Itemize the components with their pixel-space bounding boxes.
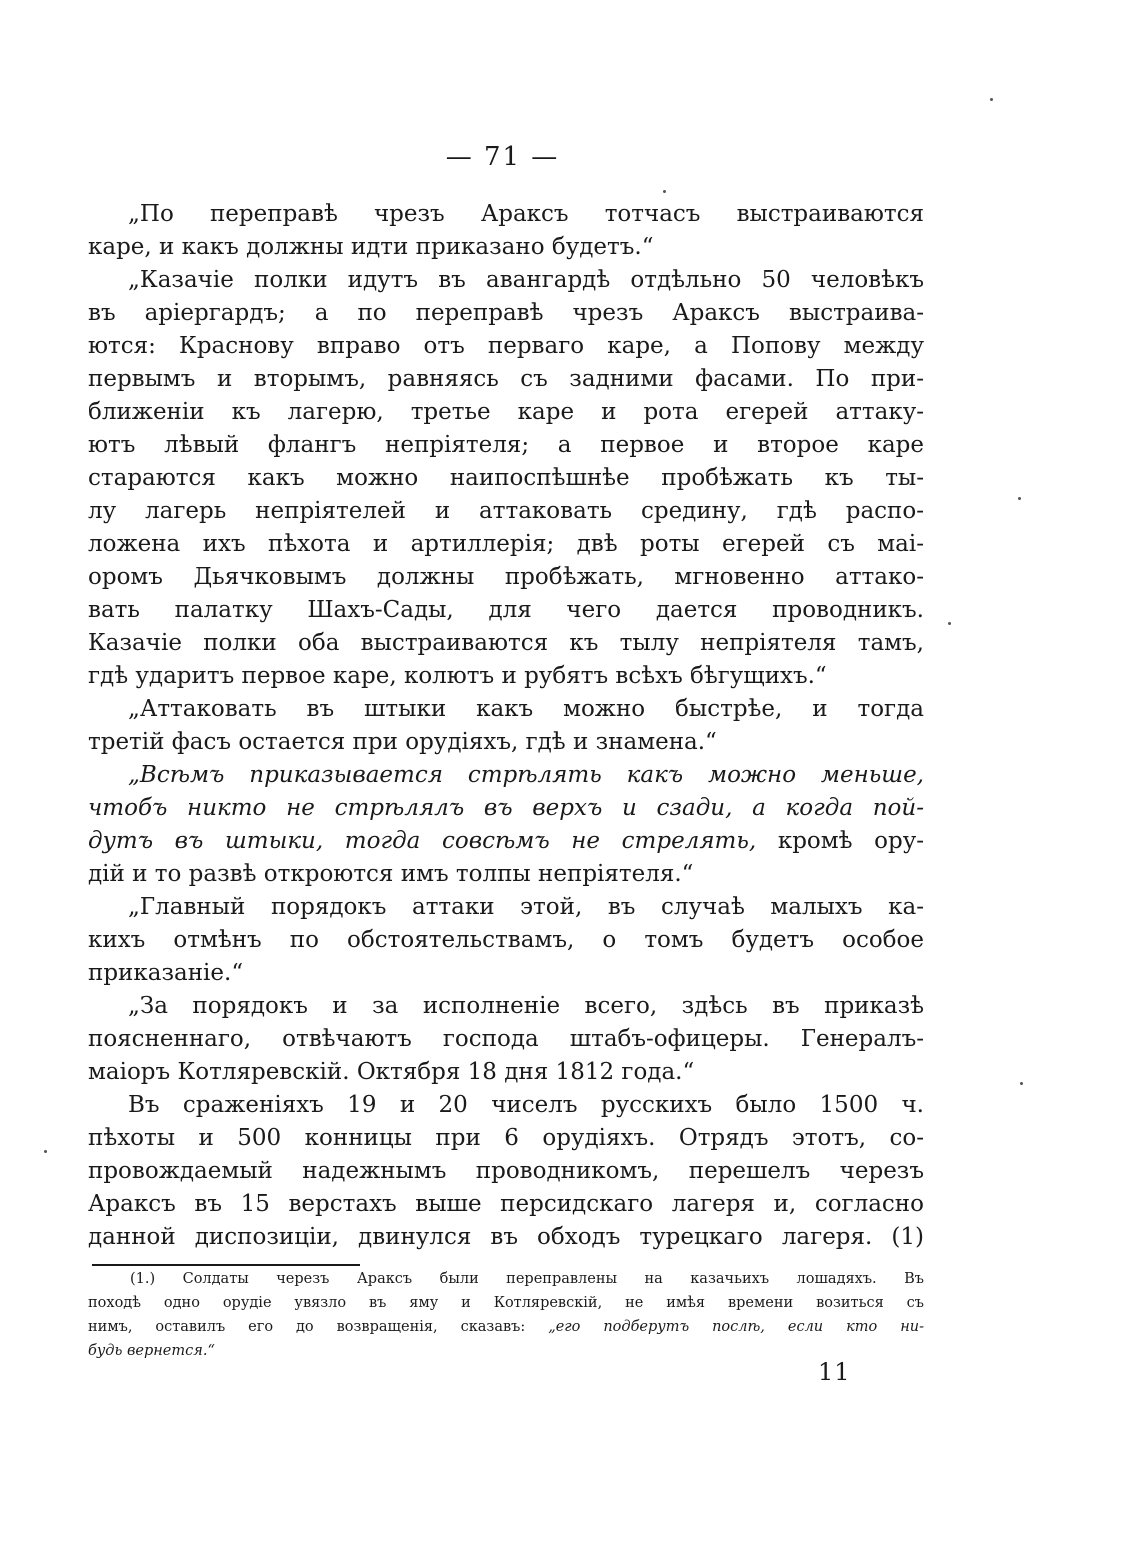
text-line: первымъ и вторымъ, равняясь съ задними фасами. По при- xyxy=(88,366,924,392)
normal-segment: кромѣ ору- xyxy=(777,828,925,854)
footnote-line: походѣ одно орудіе увязло въ яму и Котляревскій, не имѣя времени возиться съ xyxy=(88,1295,924,1311)
italic-text-line: „Всѣмъ приказывается стрѣлять какъ можно меньше, xyxy=(128,762,924,788)
paragraph-6 xyxy=(88,990,924,1089)
paragraph-2 xyxy=(88,264,924,693)
body-text xyxy=(88,198,924,1254)
text-line: данной диспозиціи, двинулся въ обходъ турецкаго лагеря. (1) xyxy=(88,1224,924,1250)
text-line: Въ сраженіяхъ 19 и 20 чиселъ русскихъ было 1500 ч. xyxy=(128,1092,924,1118)
footnote-normal-segment: нимъ, оставилъ его до возвращенія, сказавъ: xyxy=(88,1319,526,1335)
text-line: ютъ лѣвый флангъ непріятеля; а первое и второе каре xyxy=(88,432,924,458)
text-line: дій и то развѣ откроются имъ толпы непріятеля.“ xyxy=(88,861,694,887)
text-line: ближеніи къ лагерю, третье каре и рота егерей аттаку- xyxy=(88,399,924,425)
text-line: „Аттаковать въ штыки какъ можно быстрѣе, и тогда xyxy=(128,696,924,722)
text-line: „По переправѣ чрезъ Араксъ тотчасъ выстраиваются xyxy=(128,201,924,227)
text-line: Казачіе полки оба выстраиваются къ тылу непріятеля тамъ, xyxy=(88,630,924,656)
text-line: поясненнаго, отвѣчаютъ господа штабъ-офицеры. Генералъ- xyxy=(88,1026,924,1052)
scan-speck xyxy=(663,190,666,193)
text-line: кихъ отмѣнъ по обстоятельствамъ, о томъ будетъ особое xyxy=(88,927,924,953)
text-line: провождаемый надежнымъ проводникомъ, перешелъ черезъ xyxy=(88,1158,924,1184)
text-line: приказаніе.“ xyxy=(88,960,244,986)
paragraph-3 xyxy=(88,693,924,759)
scan-speck xyxy=(44,1150,47,1153)
text-line: гдѣ ударитъ первое каре, колютъ и рубятъ всѣхъ бѣгущихъ.“ xyxy=(88,663,827,689)
text-line: лу лагерь непріятелей и аттаковать средину, гдѣ распо- xyxy=(88,498,924,524)
footnote-italic-segment: „его подберутъ послѣ, если кто ни- xyxy=(548,1319,924,1335)
text-line: пѣхоты и 500 конницы при 6 орудіяхъ. Отрядъ этотъ, со- xyxy=(88,1125,924,1151)
scan-speck xyxy=(990,98,993,101)
italic-segment: дутъ въ штыки, тогда совсѣмъ не стрелять, xyxy=(88,828,757,854)
italic-text-line: чтобъ никто не стрѣлялъ въ верхъ и сзади, а когда пой- xyxy=(88,795,924,821)
footnote-line: (1.) Солдаты черезъ Араксъ были переправлены на казачьихъ лошадяхъ. Въ xyxy=(130,1271,924,1287)
paragraph-5 xyxy=(88,891,924,990)
signature-mark: 11 xyxy=(818,1358,851,1386)
text-line: стараются какъ можно наипоспѣшнѣе пробѣжать къ ты- xyxy=(88,465,924,491)
text-line: вать палатку Шахъ-Сады, для чего дается проводникъ. xyxy=(88,597,924,623)
text-line: Араксъ въ 15 верстахъ выше персидскаго лагеря и, согласно xyxy=(88,1191,924,1217)
text-line: маіоръ Котляревскій. Октября 18 дня 1812 года.“ xyxy=(88,1059,695,1085)
footnote-divider xyxy=(92,1264,360,1266)
scan-speck xyxy=(1018,497,1021,500)
paragraph-1 xyxy=(88,198,924,264)
text-line: оромъ Дьячковымъ должны пробѣжать, мгновенно аттако- xyxy=(88,564,924,590)
footnote-line xyxy=(88,1315,924,1339)
text-line: каре, и какъ должны идти приказано будетъ.“ xyxy=(88,234,654,260)
text-line: ложена ихъ пѣхота и артиллерія; двѣ роты егерей съ маі- xyxy=(88,531,924,557)
text-line: „Главный порядокъ аттаки этой, въ случаѣ малыхъ ка- xyxy=(128,894,924,920)
footnote xyxy=(88,1267,924,1363)
mixed-text-line xyxy=(88,825,924,858)
paragraph-4 xyxy=(88,759,924,891)
text-line: „За порядокъ и за исполненіе всего, здѣсь въ приказѣ xyxy=(128,993,924,1019)
scan-speck xyxy=(1020,1082,1023,1085)
text-line: „Казачіе полки идутъ въ авангардѣ отдѣльно 50 человѣкъ xyxy=(128,267,924,293)
paragraph-7 xyxy=(88,1089,924,1254)
text-line: въ аріергардъ; а по переправѣ чрезъ Араксъ выстраива- xyxy=(88,300,924,326)
text-line: третій фасъ остается при орудіяхъ, гдѣ и знамена.“ xyxy=(88,729,717,755)
footnote-line: будь вернется.“ xyxy=(88,1343,215,1359)
scan-speck xyxy=(948,622,951,625)
text-line: ются: Краснову вправо отъ перваго каре, а Попову между xyxy=(88,333,924,359)
page-number: — 71 — xyxy=(445,142,560,172)
